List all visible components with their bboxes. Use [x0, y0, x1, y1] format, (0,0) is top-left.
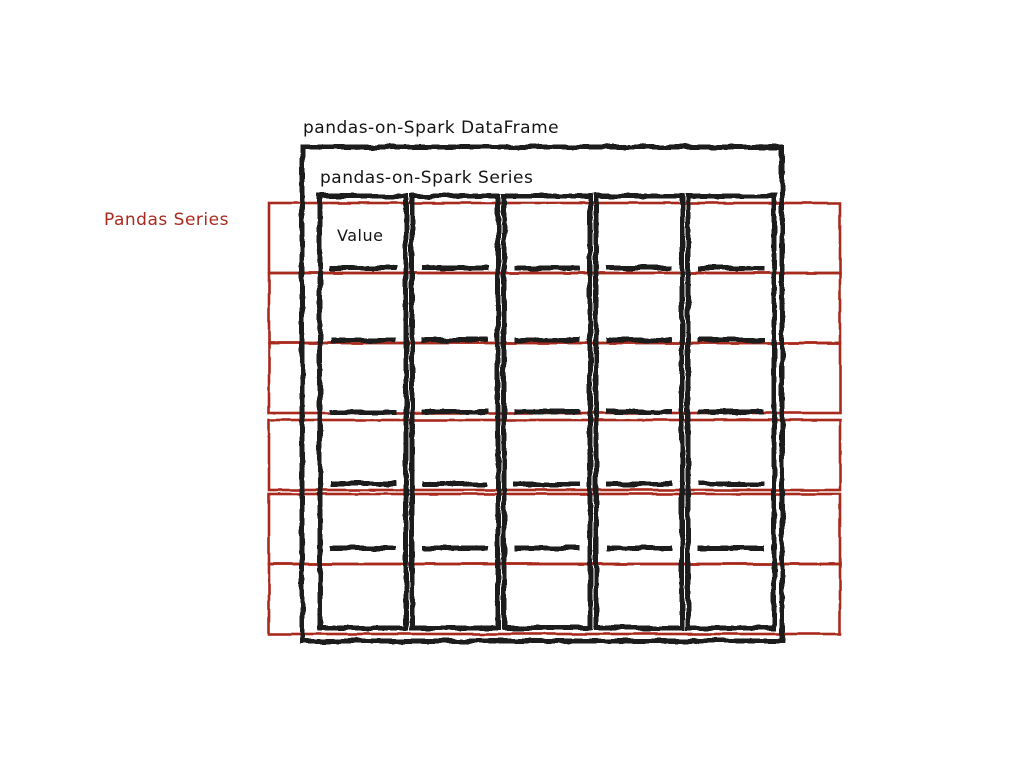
label-pandas-on-spark-dataframe: pandas-on-Spark DataFrame: [303, 118, 560, 138]
label-pandas-series: Pandas Series: [104, 210, 229, 230]
pandas-series-row-4: [269, 420, 840, 490]
label-pandas-on-spark-series: pandas-on-Spark Series: [320, 168, 534, 188]
dataframe-outer-box: [302, 147, 782, 641]
label-value-cell: Value: [337, 226, 384, 245]
cell-separators: [330, 268, 764, 548]
pandas-series-row-6: [269, 564, 840, 634]
pandas-series-row-3: [269, 343, 840, 413]
pandas-series-row-2: [269, 273, 840, 343]
pandas-series-row-5: [269, 494, 840, 564]
